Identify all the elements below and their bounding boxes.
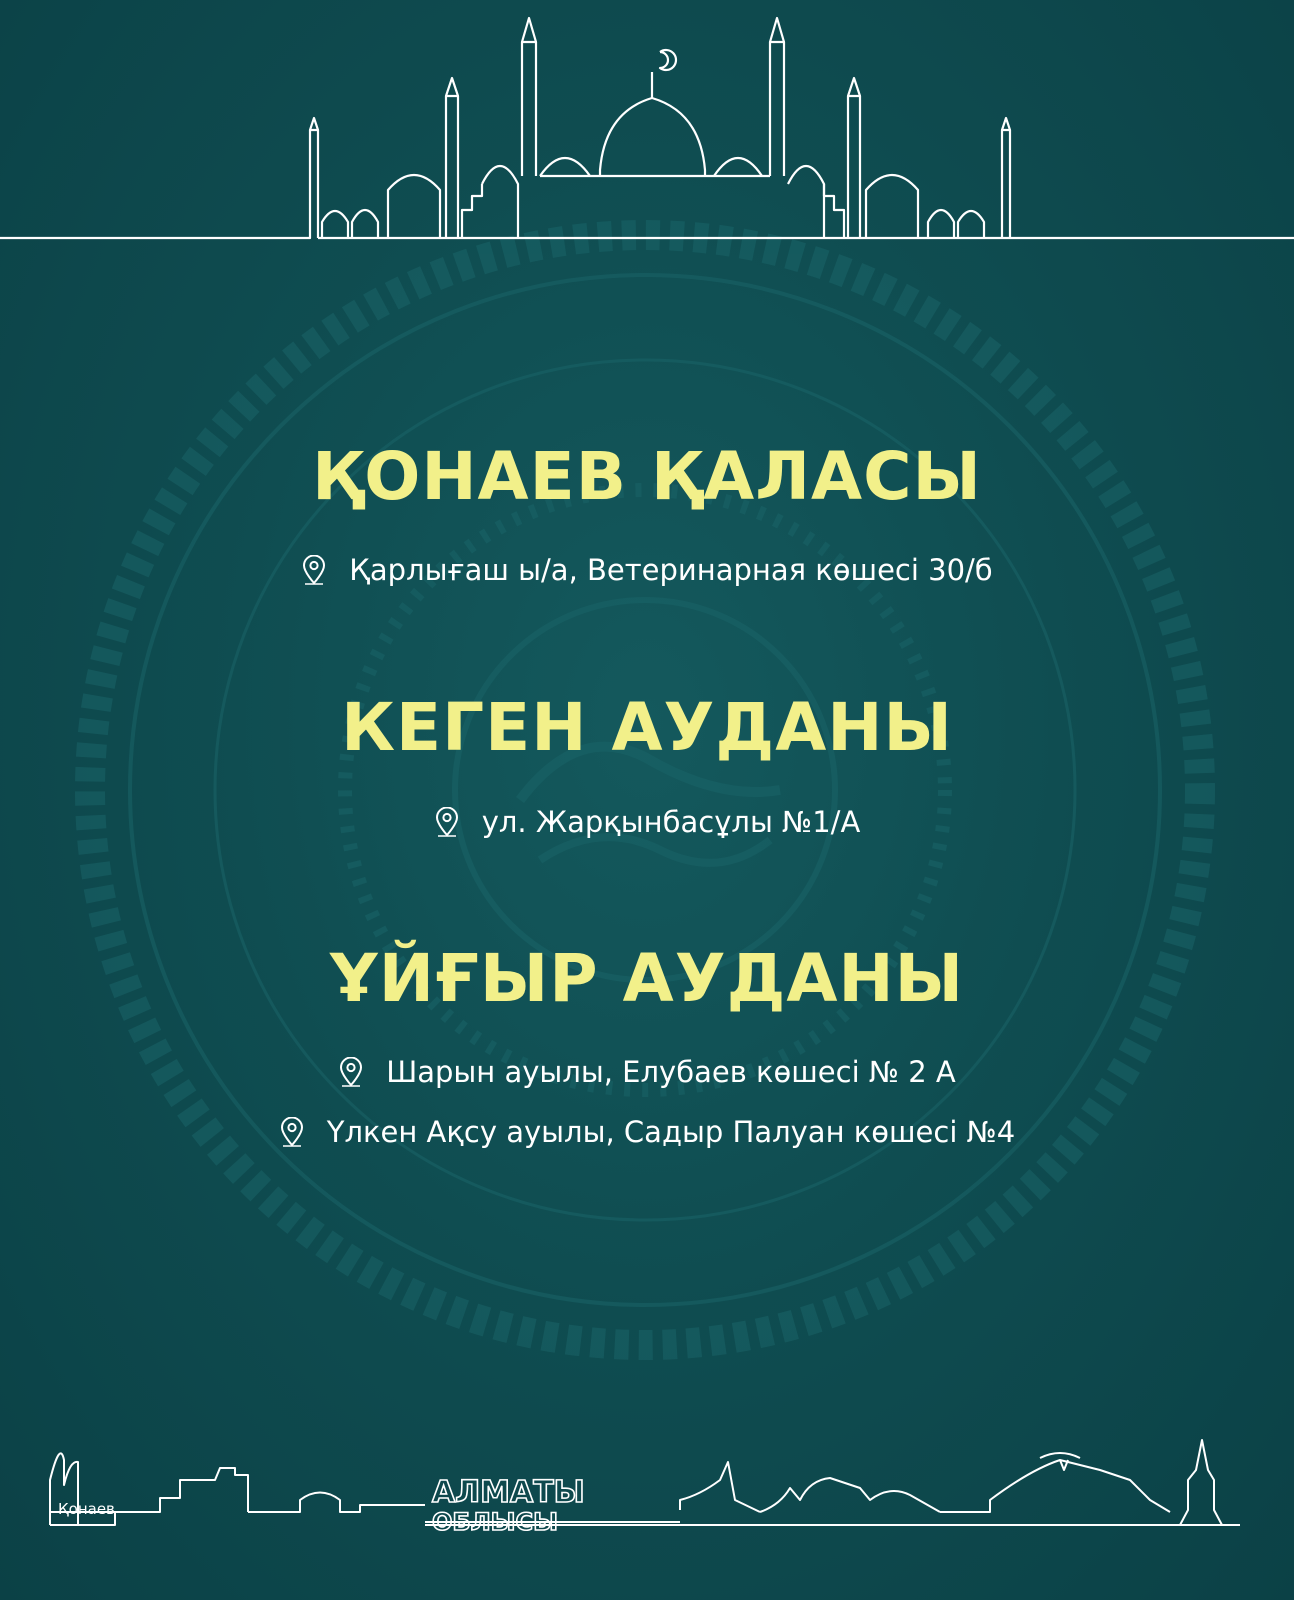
address-text: Қарлығаш ы/а, Ветеринарная көшесі 30/б bbox=[349, 552, 993, 587]
section-title: ҰЙҒЫР АУДАНЫ bbox=[329, 940, 965, 1017]
address-text: ул. Жарқынбасұлы №1/А bbox=[481, 804, 861, 839]
section-title: ҚОНАЕВ ҚАЛАСЫ bbox=[312, 438, 982, 515]
address-text: Шарын ауылы, Елубаев көшесі № 2 А bbox=[386, 1054, 956, 1089]
section-title: КЕГЕН АУДАНЫ bbox=[341, 689, 953, 766]
city-label: Қонаев bbox=[58, 1500, 115, 1518]
logo-line1: АЛМАТЫ bbox=[432, 1475, 585, 1510]
logo-line2: ОБЛЫСЫ bbox=[432, 1508, 558, 1536]
address-text: Үлкен Ақсу ауылы, Садыр Палуан көшесі №4 bbox=[326, 1114, 1016, 1149]
